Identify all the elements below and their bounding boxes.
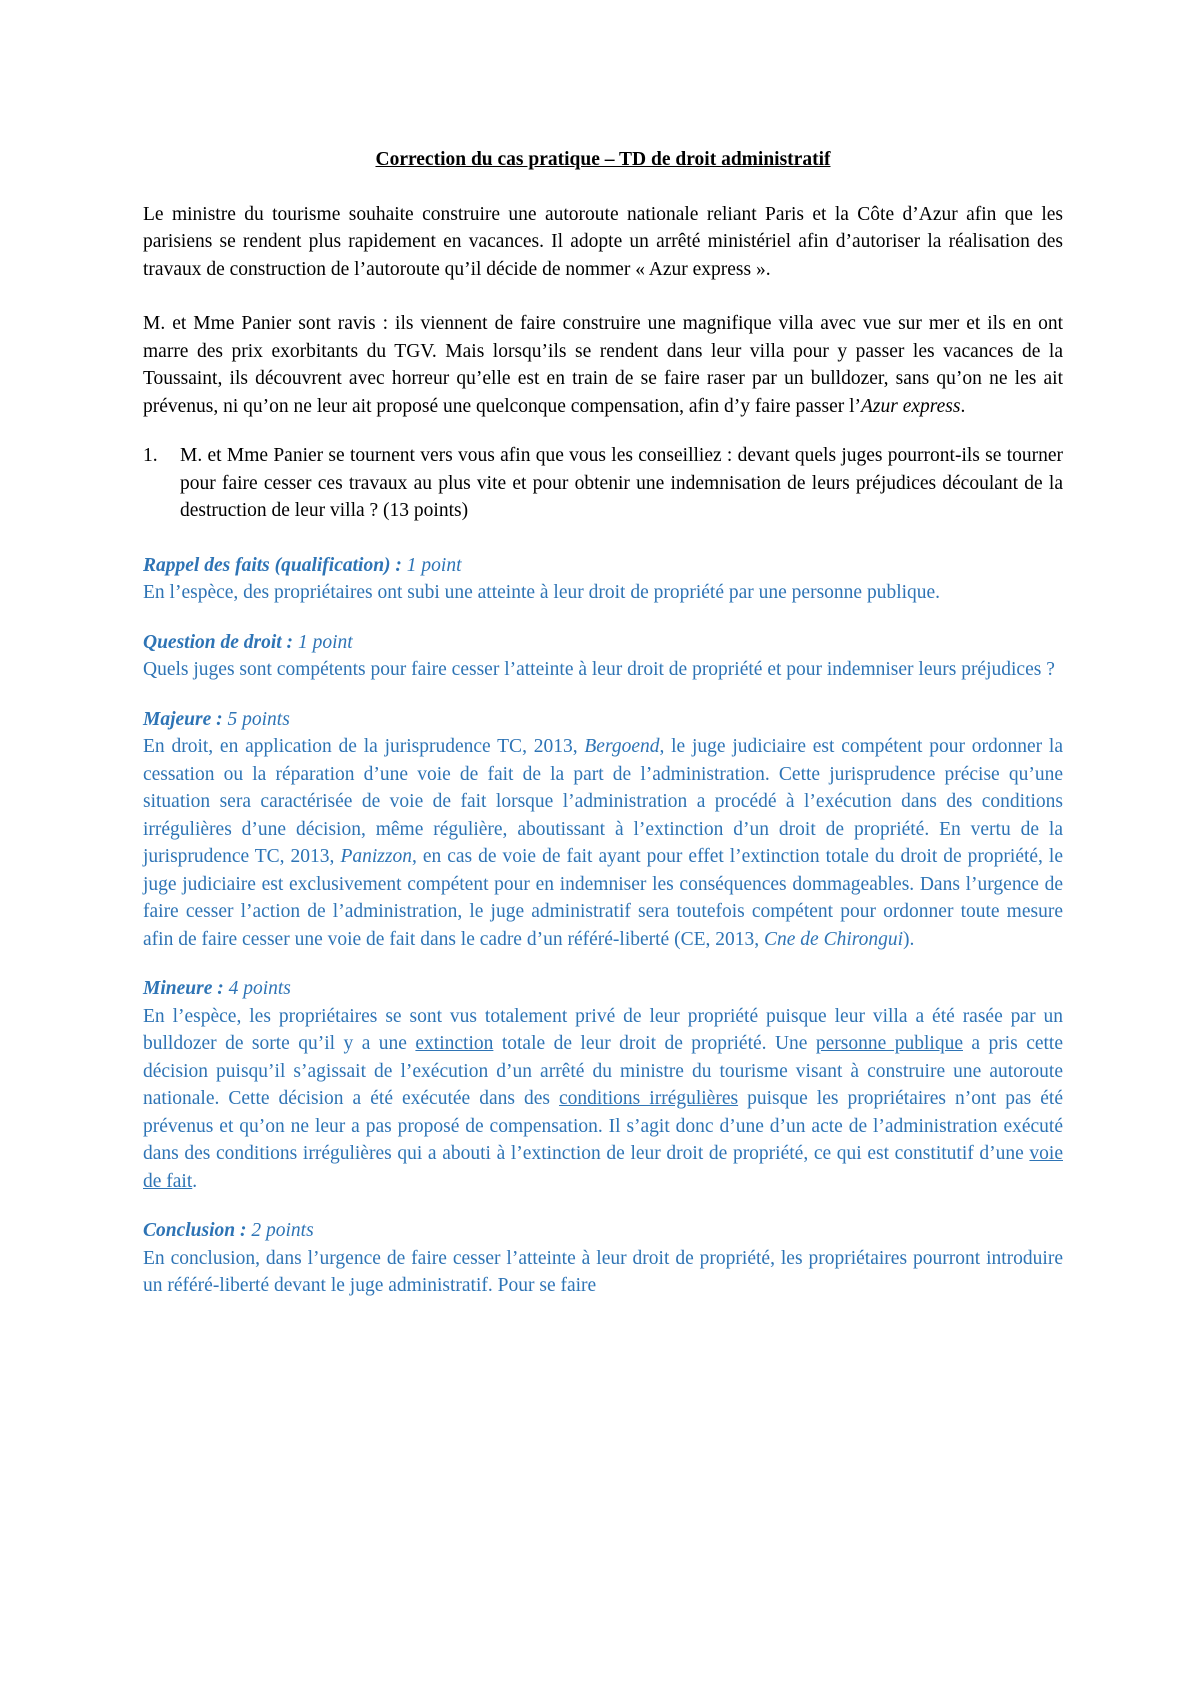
question-de-droit-text: Quels juges sont compétents pour faire cesser l’atteinte à leur droit de propriété et pour indemniser leurs préjudices ? [143, 659, 1055, 680]
heading-mineure: Mineure : 4 points [143, 978, 291, 999]
heading-rappel: Rappel des faits (qualification) : 1 point [143, 554, 462, 576]
rappel-text: En l’espèce, des propriétaires ont subi une atteinte à leur droit de propriété par une personne publique. [143, 582, 941, 603]
question-1 [143, 442, 1063, 525]
heading-conclusion: Conclusion : 2 points [143, 1220, 314, 1241]
document-body [143, 146, 1063, 1300]
question-text: M. et Mme Panier se tournent vers vous afin que vous les conseilliez : devant quels juges pourront-ils se tourner pour faire cesser ces travaux au plus vite et pour obtenir une indemnisation de leurs préjudices découlant de la destruction de leur villa ? (13 points) [180, 445, 1063, 521]
intro-paragraph-1: Le ministre du tourisme souhaite construire une autoroute nationale reliant Paris et la Côte d’Azur afin que les parisiens se rendent plus rapidement en vacances. Il adopte un arrêté ministériel afin d’autoriser la réalisation des travaux de construction de l’autoroute qu’il décide de nommer « Azur express ». [143, 203, 1063, 280]
mineure-text: En l’espèce, les propriétaires se sont vus totalement privé de leur propriété puisque leur villa a été rasée par un bulldozer de sorte qu’il y a une extinction totale de leur droit de propriété. Une personne publique a pris cette décision puisqu’il s’agissait de l’exécution d’un arrêté du ministre du tourisme visant à construire une autoroute nationale. Cette décision a été exécutée dans des conditions irrégulières puisque les propriétaires n’ont pas été prévenus et qu’on ne leur a pas proposé de compensation. Il s’agit donc d’une d’un acte de l’administration exécuté dans des conditions irrégulières qui a abouti à l’extinction de leur droit de propriété, ce qui est constitutif d’une voie de fait. [143, 1005, 1063, 1192]
heading-majeure: Majeure : 5 points [143, 708, 290, 730]
document-title: Correction du cas pratique – TD de droit administratif [375, 149, 831, 170]
heading-question-de-droit: Question de droit : 1 point [143, 631, 353, 653]
conclusion-text: En conclusion, dans l’urgence de faire cesser l’atteinte à leur droit de propriété, les propriétaires pourront introduire un référé-liberté devant le juge administratif. Pour se faire [143, 1247, 1063, 1296]
intro-paragraph-2: M. et Mme Panier sont ravis : ils viennent de faire construire une magnifique villa avec vue sur mer et ils en ont marre des prix exorbitants du TGV. Mais lorsqu’ils se rendent dans leur villa pour y passer les vacances de la Toussaint, ils découvrent avec horreur qu’elle est en train de se faire raser par un bulldozer, sans qu’on ne les ait prévenus, ni qu’on ne leur ait proposé une quelconque compensation, afin d’y faire passer l’Azur express. [143, 313, 1063, 417]
majeure-text: En droit, en application de la jurisprudence TC, 2013, Bergoend, le juge judiciaire est compétent pour ordonner la cessation ou la réparation d’une voie de fait de la part de l’administration. Cette jurisprudence précise qu’une situation sera caractérisée de voie de fait lorsque l’administration a procédé à l’exécution dans des conditions irrégulières d’une décision, même régulière, aboutissant à l’extinction d’un droit de propriété. En vertu de la jurisprudence TC, 2013, Panizzon, en cas de voie de fait ayant pour effet l’extinction totale du droit de propriété, le juge judiciaire est exclusivement compétent pour en indemniser les conséquences dommageables. Dans l’urgence de faire cesser l’action de l’administration, le juge administratif sera toutefois compétent pour ordonner toute mesure afin de faire cesser une voie de fait dans le cadre d’un référé-liberté (CE, 2013, Cne de Chirongui). [143, 736, 1063, 950]
question-number: 1. [143, 445, 158, 466]
